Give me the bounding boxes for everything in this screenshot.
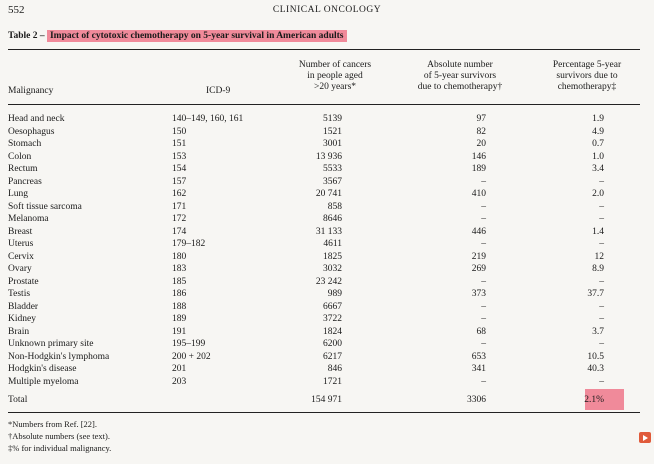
table-caption-prefix: Table 2 – [8, 31, 47, 41]
table-row [0, 326, 654, 338]
cell-cancers: 6217 [323, 351, 342, 362]
cell-cancers: 13 936 [315, 151, 342, 162]
cell-percentage: 3.4 [592, 164, 604, 174]
column-header-malignancy: Malignancy [8, 86, 54, 96]
cell-percentage: – [599, 176, 604, 187]
cell-icd: 179–182 [172, 239, 206, 249]
cell-cancers: 989 [327, 289, 342, 299]
cell-icd: 174 [172, 226, 187, 237]
cell-absolute: 97 [476, 114, 486, 124]
cell-absolute: – [481, 176, 486, 187]
cell-cancers: 1825 [323, 251, 342, 262]
cell-icd: 185 [172, 276, 187, 287]
cell-percentage: 1.0 [592, 151, 604, 162]
cell-percentage: 12 [594, 251, 604, 262]
cell-icd: 191 [172, 326, 187, 337]
cell-icd: 186 [172, 289, 187, 299]
cell-cancers: 5533 [323, 164, 342, 174]
cell-absolute: – [481, 301, 486, 312]
cell-icd: 171 [172, 201, 187, 212]
running-header: CLINICAL ONCOLOGY [272, 5, 382, 15]
cell-malignancy: Oesophagus [8, 126, 55, 137]
cell-malignancy: Cervix [8, 251, 34, 262]
table-row [0, 276, 654, 288]
cell-absolute: 189 [471, 164, 486, 174]
cell-percentage: 40.3 [587, 364, 604, 374]
table-row [0, 313, 654, 325]
cell-cancers: 31 133 [315, 226, 342, 237]
table-row [0, 251, 654, 263]
cell-absolute: 373 [471, 289, 486, 299]
column-header-percentage: Percentage 5-year survivors due to chemotherapy‡ [552, 60, 622, 92]
cell-malignancy: Ovary [8, 264, 32, 274]
cell-icd: 154 [172, 164, 187, 174]
cell-malignancy: Pancreas [8, 176, 42, 187]
cell-icd: 203 [172, 376, 187, 387]
cell-cancers: 5139 [323, 114, 342, 124]
cell-malignancy: Testis [8, 289, 31, 299]
cell-icd: 201 [172, 364, 187, 374]
column-header-absolute: Absolute number of 5-year survivors due to chemotherapy† [417, 60, 503, 92]
table-row [0, 363, 654, 375]
cell-percentage: 2.0 [592, 189, 604, 199]
table-row [0, 213, 654, 225]
cell-percentage: 0.7 [592, 139, 604, 149]
footnote: ‡% for individual malignancy. [8, 443, 112, 453]
cell-absolute: – [481, 314, 486, 324]
cell-absolute: 219 [471, 251, 486, 262]
cell-malignancy: Colon [8, 151, 32, 162]
cell-absolute: 341 [471, 364, 486, 374]
header-rule [8, 104, 640, 105]
cell-malignancy: Unknown primary site [8, 339, 94, 349]
footnotes [8, 418, 111, 454]
column-header-cancers: Number of cancers in people aged >20 years* [298, 60, 372, 92]
table-row [0, 263, 654, 275]
cell-cancers: 6200 [323, 339, 342, 349]
table-row [0, 238, 654, 250]
cell-cancers: 1824 [323, 326, 342, 337]
footnote: *Numbers from Ref. [22]. [8, 419, 97, 429]
cell-percentage: 10.5 [587, 351, 604, 362]
cell-icd: 188 [172, 301, 187, 312]
table-caption [8, 31, 347, 41]
cell-icd: 162 [172, 189, 187, 199]
cell-malignancy: Stomach [8, 139, 42, 149]
table-row-total [0, 394, 654, 406]
page-number: 552 [8, 4, 25, 16]
cell-cancers: 1721 [323, 376, 342, 387]
cell-absolute: 82 [476, 126, 486, 137]
total-cancers: 154 971 [311, 395, 342, 405]
cell-absolute: – [481, 239, 486, 249]
cell-cancers: 3032 [323, 264, 342, 274]
cell-icd: 195–199 [172, 339, 206, 349]
cell-malignancy: Uterus [8, 239, 34, 249]
cell-icd: 150 [172, 126, 187, 137]
cell-absolute: 146 [471, 151, 486, 162]
table-row [0, 201, 654, 213]
top-rule [8, 49, 640, 50]
cell-percentage: – [599, 314, 604, 324]
cell-absolute: 20 [476, 139, 486, 149]
table-row [0, 301, 654, 313]
table-row [0, 351, 654, 363]
table-row [0, 163, 654, 175]
cell-percentage: 3.7 [592, 326, 604, 337]
cell-malignancy: Soft tissue sarcoma [8, 201, 82, 212]
cell-icd: 183 [172, 264, 187, 274]
cell-percentage: 8.9 [592, 264, 604, 274]
table-row [0, 376, 654, 388]
table-row [0, 226, 654, 238]
table-row [0, 138, 654, 150]
cell-malignancy: Head and neck [8, 114, 65, 124]
cell-percentage: 1.4 [592, 226, 604, 237]
cell-cancers: 846 [327, 364, 342, 374]
cell-cancers: 20 741 [315, 189, 342, 199]
cell-icd: 189 [172, 314, 187, 324]
cell-cancers: 4611 [323, 239, 342, 249]
table-row [0, 126, 654, 138]
cell-malignancy: Non-Hodgkin's lymphoma [8, 351, 110, 362]
table-row [0, 176, 654, 188]
cell-percentage: – [599, 376, 604, 387]
cell-percentage: – [599, 276, 604, 287]
cell-cancers: 6667 [323, 301, 342, 312]
play-icon[interactable] [639, 432, 651, 443]
cell-absolute: – [481, 276, 486, 287]
total-label: Total [8, 395, 28, 405]
cell-cancers: 3001 [323, 139, 342, 149]
cell-malignancy: Lung [8, 189, 29, 199]
cell-cancers: 858 [327, 201, 342, 212]
cell-percentage: – [599, 301, 604, 312]
table-row [0, 338, 654, 350]
total-absolute: 3306 [467, 395, 486, 405]
cell-icd: 172 [172, 214, 187, 224]
table-caption-title: Impact of cytotoxic chemotherapy on 5-year survival in American adults [47, 30, 347, 42]
cell-malignancy: Melanoma [8, 214, 49, 224]
cell-percentage: – [599, 201, 604, 212]
cell-icd: 140–149, 160, 161 [172, 114, 244, 124]
cell-cancers: 3722 [323, 314, 342, 324]
table-row [0, 113, 654, 125]
cell-absolute: 653 [471, 351, 486, 362]
cell-icd: 153 [172, 151, 187, 162]
cell-absolute: 446 [471, 226, 486, 237]
bottom-rule [8, 412, 640, 413]
cell-percentage: 1.9 [592, 114, 604, 124]
cell-percentage: – [599, 214, 604, 224]
cell-percentage: 37.7 [587, 289, 604, 299]
cell-percentage: – [599, 239, 604, 249]
cell-malignancy: Multiple myeloma [8, 376, 79, 387]
cell-absolute: – [481, 376, 486, 387]
cell-malignancy: Hodgkin's disease [8, 364, 77, 374]
cell-icd: 157 [172, 176, 187, 187]
table-row [0, 151, 654, 163]
cell-cancers: 23 242 [315, 276, 342, 287]
cell-cancers: 8646 [323, 214, 342, 224]
cell-malignancy: Rectum [8, 164, 38, 174]
cell-malignancy: Breast [8, 226, 33, 237]
cell-absolute: – [481, 214, 486, 224]
cell-percentage: – [599, 339, 604, 349]
cell-absolute: 410 [471, 189, 486, 199]
cell-icd: 180 [172, 251, 187, 262]
cell-icd: 151 [172, 139, 187, 149]
cell-malignancy: Kidney [8, 314, 36, 324]
cell-cancers: 1521 [323, 126, 342, 137]
cell-malignancy: Brain [8, 326, 30, 337]
cell-absolute: – [481, 201, 486, 212]
total-percentage: 2.1% [584, 395, 604, 405]
footnote: †Absolute numbers (see text). [8, 431, 110, 441]
cell-malignancy: Prostate [8, 276, 39, 287]
cell-percentage: 4.9 [592, 126, 604, 137]
cell-absolute: – [481, 339, 486, 349]
cell-malignancy: Bladder [8, 301, 39, 312]
column-header-icd: ICD-9 [206, 86, 231, 96]
table-row [0, 288, 654, 300]
cell-absolute: 68 [476, 326, 486, 337]
cell-icd: 200 + 202 [172, 351, 211, 362]
table-row [0, 188, 654, 200]
cell-cancers: 3567 [323, 176, 342, 187]
cell-absolute: 269 [471, 264, 486, 274]
